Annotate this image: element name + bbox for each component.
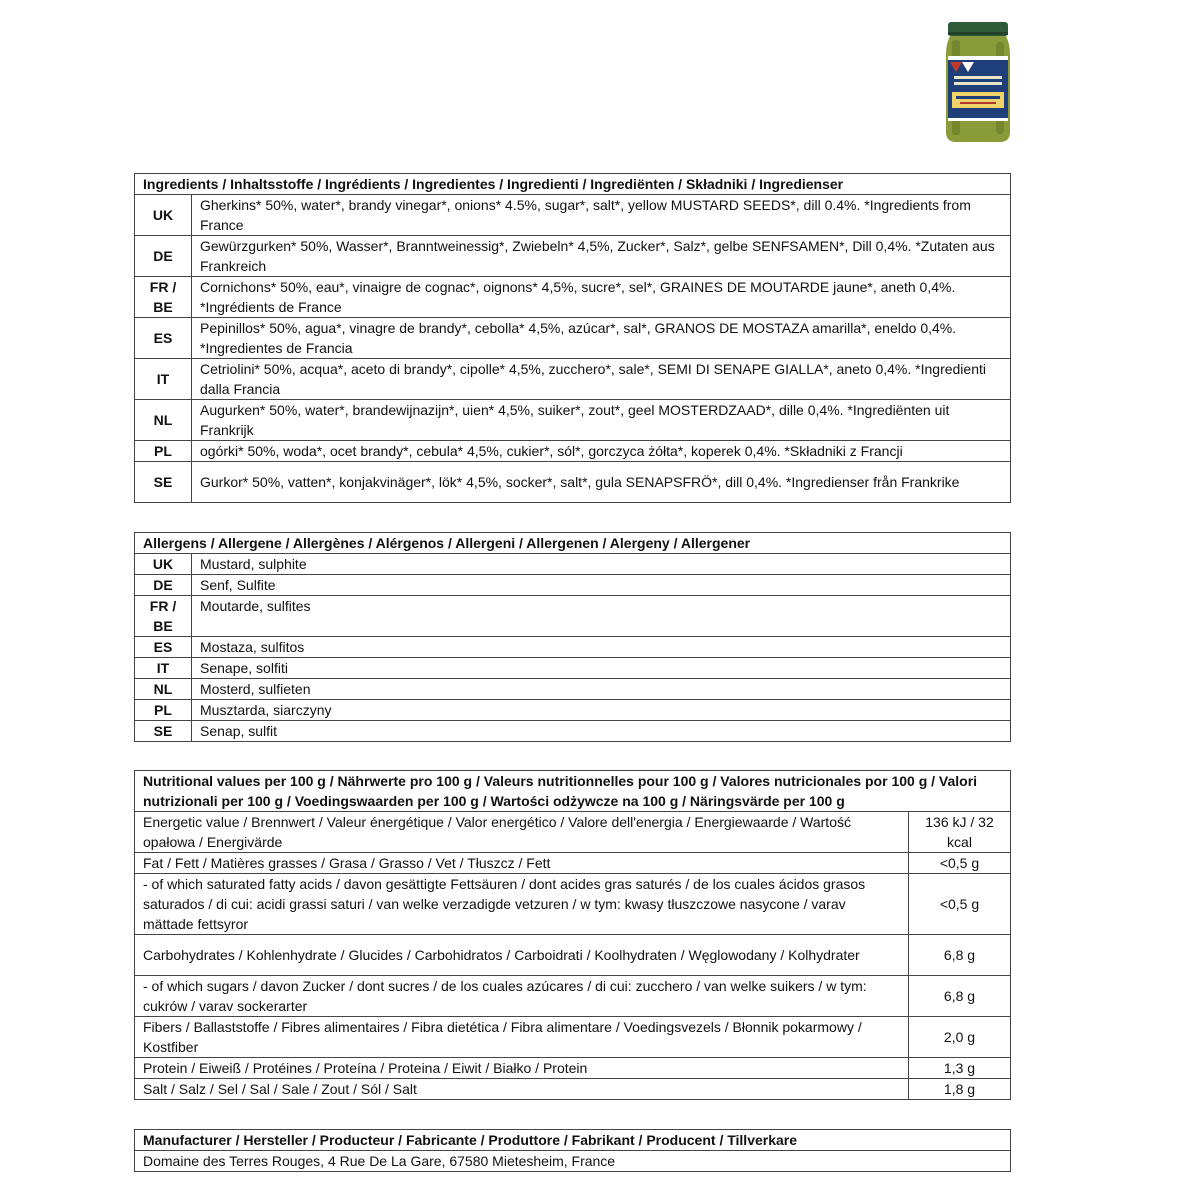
language-code: SE <box>135 462 192 503</box>
table-row <box>135 874 1011 935</box>
nutrient-label: Energetic value / Brennwert / Valeur énergétique / Valor energético / Valore dell'energia / Energiewaarde / Wartość opałowa / Energivärde <box>135 812 909 853</box>
nutrition-table <box>134 770 1011 1100</box>
allergens-text: Mosterd, sulfieten <box>192 679 1011 700</box>
ingredients-header: Ingredients / Inhaltsstoffe / Ingrédients / Ingredientes / Ingredienti / Ingrediënten / Składniki / Ingredienser <box>135 174 1011 195</box>
language-code: DE <box>135 575 192 596</box>
table-row <box>135 1017 1011 1058</box>
language-code: PL <box>135 700 192 721</box>
ingredients-text: Cetriolini* 50%, acqua*, aceto di brandy*, cipolle* 4,5%, zucchero*, sale*, SEMI DI SENAPE GIALLA*, aneto 0,4%. *Ingredienti dalla Francia <box>192 359 1011 400</box>
ingredients-text: Gurkor* 50%, vatten*, konjakvinäger*, lök* 4,5%, socker*, salt*, gula SENAPSFRÖ*, dill 0,4%. *Ingredienser från Frankrike <box>192 462 1011 503</box>
table-row <box>135 596 1011 637</box>
nutrient-value: <0,5 g <box>909 853 1011 874</box>
nutrient-label: Protein / Eiweiß / Protéines / Proteína / Proteina / Eiwit / Białko / Protein <box>135 1058 909 1079</box>
ingredients-table <box>134 173 1011 503</box>
nutrient-label: Salt / Salz / Sel / Sal / Sale / Zout / Sól / Salt <box>135 1079 909 1100</box>
language-code: NL <box>135 679 192 700</box>
ingredients-text: Gewürzgurken* 50%, Wasser*, Branntweinessig*, Zwiebeln* 4,5%, Zucker*, Salz*, gelbe SENFSAMEN*, Dill 0,4%. *Zutaten aus Frankreich <box>192 236 1011 277</box>
table-row <box>135 277 1011 318</box>
manufacturer-address: Domaine des Terres Rouges, 4 Rue De La Gare, 67580 Mietesheim, France <box>135 1151 1011 1172</box>
nutrient-label: Carbohydrates / Kohlenhydrate / Glucides / Carbohidratos / Carboidrati / Koolhydraten / Węglowodany / Kolhydrater <box>135 935 909 976</box>
nutrient-label: Fibers / Ballaststoffe / Fibres alimentaires / Fibra dietética / Fibra alimentare / Voedingsvezels / Błonnik pokarmowy / Kostfiber <box>135 1017 909 1058</box>
nutrient-label: - of which sugars / davon Zucker / dont sucres / de los cuales azúcares / di cui: zucchero / van welke suikers / w tym: cukrów / varav sockerarter <box>135 976 909 1017</box>
table-row <box>135 1079 1011 1100</box>
language-code: DE <box>135 236 192 277</box>
table-row <box>135 441 1011 462</box>
ingredients-text: ogórki* 50%, woda*, ocet brandy*, cebula* 4,5%, cukier*, sól*, gorczyca żółta*, koperek 0,4%. *Składniki z Francji <box>192 441 1011 462</box>
language-code: UK <box>135 195 192 236</box>
ingredients-text: Pepinillos* 50%, agua*, vinagre de brandy*, cebolla* 4,5%, azúcar*, sal*, GRANOS DE MOSTAZA amarilla*, eneldo 0,4%. *Ingredientes de Francia <box>192 318 1011 359</box>
allergens-text: Senap, sulfit <box>192 721 1011 742</box>
language-code: NL <box>135 400 192 441</box>
allergens-text: Mostaza, sulfitos <box>192 637 1011 658</box>
table-row <box>135 236 1011 277</box>
manufacturer-header: Manufacturer / Hersteller / Producteur / Fabricante / Produttore / Fabrikant / Producent / Tillverkare <box>135 1130 1011 1151</box>
language-code: IT <box>135 658 192 679</box>
table-row <box>135 679 1011 700</box>
allergens-header-row <box>135 533 1011 554</box>
nutrient-value: 6,8 g <box>909 976 1011 1017</box>
allergens-text: Musztarda, siarczyny <box>192 700 1011 721</box>
table-row <box>135 575 1011 596</box>
allergens-text: Mustard, sulphite <box>192 554 1011 575</box>
table-row <box>135 935 1011 976</box>
ingredients-text: Gherkins* 50%, water*, brandy vinegar*, onions* 4.5%, sugar*, salt*, yellow MUSTARD SEEDS*, dill 0.4%. *Ingredients from France <box>192 195 1011 236</box>
ingredients-text: Cornichons* 50%, eau*, vinaigre de cognac*, oignons* 4,5%, sucre*, sel*, GRAINES DE MOUTARDE jaune*, aneth 0,4%. *Ingrédients de France <box>192 277 1011 318</box>
language-code: FR / BE <box>135 277 192 318</box>
allergens-header: Allergens / Allergene / Allergènes / Alérgenos / Allergeni / Allergenen / Alergeny / Allergener <box>135 533 1011 554</box>
nutrient-value: 2,0 g <box>909 1017 1011 1058</box>
table-row <box>135 1151 1011 1172</box>
language-code: UK <box>135 554 192 575</box>
manufacturer-table <box>134 1129 1011 1172</box>
table-row <box>135 853 1011 874</box>
language-code: SE <box>135 721 192 742</box>
nutrient-value: 1,8 g <box>909 1079 1011 1100</box>
nutrient-label: - of which saturated fatty acids / davon gesättigte Fettsäuren / dont acides gras saturés / de los cuales ácidos grasos saturados / di cui: acidi grassi saturi / van welke verzadigde vetzuren / w tym: kwasy tłuszczowe nasycone / varav mättade fettsyror <box>135 874 909 935</box>
table-row <box>135 195 1011 236</box>
table-row <box>135 400 1011 441</box>
table-row <box>135 462 1011 503</box>
language-code: FR / BE <box>135 596 192 637</box>
table-row <box>135 637 1011 658</box>
ingredients-text: Augurken* 50%, water*, brandewijnazijn*, uien* 4,5%, suiker*, zout*, geel MOSTERDZAAD*, dille 0,4%. *Ingrediënten uit Frankrijk <box>192 400 1011 441</box>
allergens-text: Senape, solfiti <box>192 658 1011 679</box>
table-row <box>135 318 1011 359</box>
nutrient-value: 6,8 g <box>909 935 1011 976</box>
ingredients-header-row <box>135 174 1011 195</box>
nutrition-header: Nutritional values per 100 g / Nährwerte pro 100 g / Valeurs nutritionnelles pour 100 g / Valores nutricionales por 100 g / Valori nutrizionali per 100 g / Voedingswaarden per 100 g / Wartości odżywcze na 100 g / Näringsvärde per 100 g <box>135 771 1011 812</box>
allergens-text: Senf, Sulfite <box>192 575 1011 596</box>
nutrient-value: <0,5 g <box>909 874 1011 935</box>
table-row <box>135 700 1011 721</box>
nutrient-label: Fat / Fett / Matières grasses / Grasa / Grasso / Vet / Tłuszcz / Fett <box>135 853 909 874</box>
table-row <box>135 721 1011 742</box>
table-row <box>135 976 1011 1017</box>
allergens-text: Moutarde, sulfites <box>192 596 1011 637</box>
table-row <box>135 658 1011 679</box>
table-row <box>135 812 1011 853</box>
language-code: ES <box>135 637 192 658</box>
nutrient-value: 1,3 g <box>909 1058 1011 1079</box>
product-jar-image <box>944 22 1012 144</box>
nutrition-header-row <box>135 771 1011 812</box>
manufacturer-header-row <box>135 1130 1011 1151</box>
table-row <box>135 554 1011 575</box>
language-code: PL <box>135 441 192 462</box>
language-code: IT <box>135 359 192 400</box>
language-code: ES <box>135 318 192 359</box>
nutrient-value: 136 kJ / 32 kcal <box>909 812 1011 853</box>
allergens-table <box>134 532 1011 742</box>
table-row <box>135 1058 1011 1079</box>
table-row <box>135 359 1011 400</box>
